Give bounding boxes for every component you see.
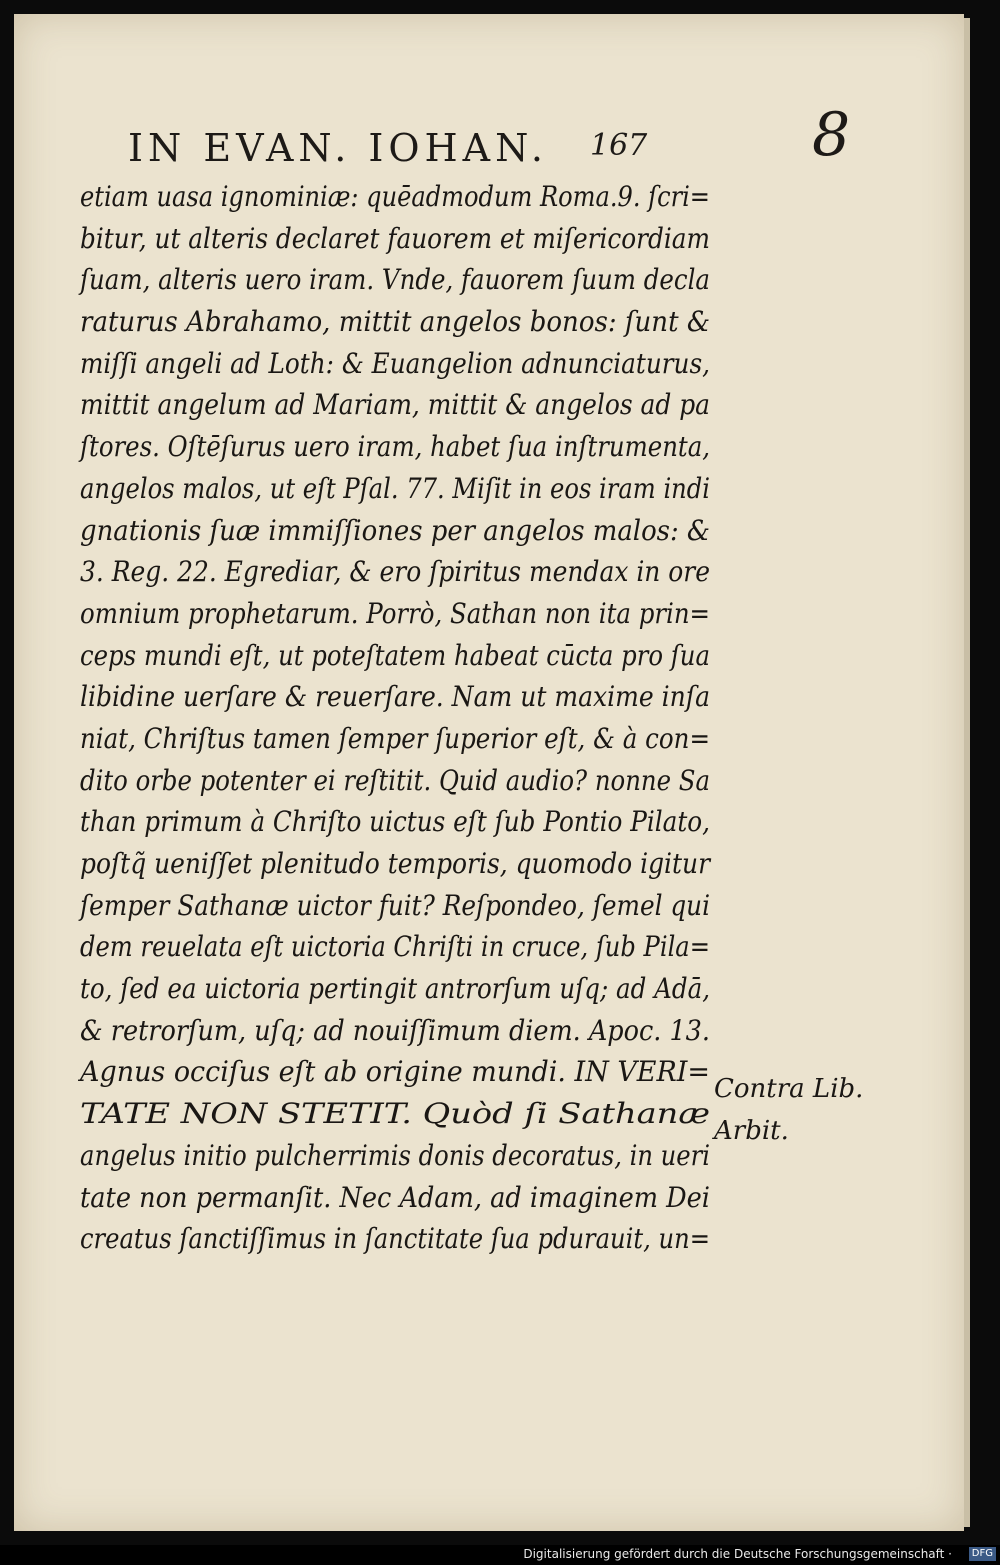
- text-line: [80, 468, 720, 510]
- text-line: [80, 218, 720, 260]
- text-line: [80, 718, 720, 760]
- marginal-note: [714, 1068, 863, 1152]
- text-line-content: ſuam, alteris uero iram. Vnde, fauorem ſuum decla: [80, 263, 710, 297]
- text-line-content: TATE NON STETIT. Quòd ſi Sathanæ: [80, 1097, 710, 1131]
- text-line-content: 3. Reg. 22. Egrediar, & ero ſpiritus mendax in ore: [80, 555, 710, 589]
- text-line-content: dem reuelata eſt uictoria Chriſti in cruce, ſub Pila=: [80, 930, 710, 964]
- page-number: 167: [590, 128, 648, 163]
- text-line: [80, 1177, 720, 1219]
- text-line: [80, 510, 720, 552]
- text-line: [80, 259, 720, 301]
- text-line: [80, 426, 720, 468]
- text-line-content: dito orbe potenter ei reſtitit. Quid audio? nonne Sa: [80, 763, 710, 797]
- text-line: [80, 926, 720, 968]
- text-line: [80, 593, 720, 635]
- text-line: [80, 676, 720, 718]
- text-line-content: ceps mundi eſt, ut poteſtatem habeat cūcta pro ſua: [80, 638, 710, 672]
- text-line: [80, 384, 720, 426]
- running-head: IN EVAN. IOHAN.: [128, 126, 549, 170]
- text-line-content: raturus Abrahamo, mittit angelos bonos: ſunt &: [80, 305, 710, 339]
- text-line-content: bitur, ut alteris declaret fauorem et miſericordiam: [80, 221, 710, 255]
- text-line: [80, 1051, 720, 1093]
- folio-mark: 8: [812, 100, 851, 170]
- body-text: [80, 176, 720, 1260]
- text-line: [80, 1218, 720, 1260]
- text-line-content: libidine uerſare & reuerſare. Nam ut maxime inſa: [80, 680, 710, 714]
- text-line-content: & retrorſum, uſq; ad nouiſſimum diem. Apoc. 13.: [80, 1013, 710, 1047]
- text-line: [80, 885, 720, 927]
- text-line-content: ſtores. Oſtēſurus uero iram, habet ſua inſtrumenta,: [80, 430, 710, 464]
- text-line: [80, 843, 720, 885]
- text-line-content: angelus initio pulcherrimis donis decoratus, in ueri: [80, 1138, 710, 1172]
- dfg-logo: DFG: [969, 1547, 996, 1561]
- text-line-content: tate non permanſit. Nec Adam, ad imaginem Dei: [80, 1180, 710, 1214]
- text-line: [80, 1010, 720, 1052]
- text-line-content: ſemper Sathanæ uictor fuit? Reſpondeo, ſemel qui: [80, 888, 710, 922]
- text-line-content: creatus ſanctiſſimus in ſanctitate ſua pdurauit, un=: [80, 1222, 710, 1256]
- text-line: [80, 968, 720, 1010]
- text-line-content: Agnus occiſus eſt ab origine mundi. IN VERI=: [80, 1055, 710, 1089]
- text-line: [80, 551, 720, 593]
- text-line-content: etiam uasa ignominiæ: quēadmodum Roma.9. ſcri=: [80, 180, 710, 213]
- text-line-content: than primum à Chriſto uictus eſt ſub Pontio Pilato,: [80, 805, 710, 839]
- text-line: [80, 1093, 720, 1135]
- text-line-content: to, ſed ea uictoria pertingit antrorſum uſq; ad Adā,: [80, 972, 710, 1006]
- marginal-note-line: Arbit.: [714, 1116, 789, 1146]
- text-line-content: niat, Chriſtus tamen ſemper ſuperior eſt, & à con=: [80, 721, 710, 755]
- text-line: [80, 176, 720, 218]
- text-line: [80, 801, 720, 843]
- funding-credit: Digitalisierung gefördert durch die Deutsche Forschungsgemeinschaft ·: [523, 1547, 952, 1561]
- text-line-content: angelos malos, ut eſt Pſal. 77. Miſit in eos iram indi: [80, 471, 710, 505]
- text-line-content: mittit angelum ad Mariam, mittit & angelos ad pa: [80, 388, 710, 422]
- text-line: [80, 343, 720, 385]
- page-edge: [964, 18, 970, 1527]
- text-line-content: omnium prophetarum. Porrò, Sathan non ita prin=: [80, 596, 710, 630]
- text-line-content: gnationis ſuæ immiſſiones per angelos malos: &: [80, 513, 710, 547]
- text-line: [80, 301, 720, 343]
- text-line-content: poſtq̃ ueniſſet plenitudo temporis, quomodo igitur: [80, 847, 710, 880]
- text-line-content: miſſi angeli ad Loth: & Euangelion adnunciaturus,: [80, 346, 710, 380]
- text-line: [80, 1135, 720, 1177]
- marginal-note-line: Contra Lib.: [714, 1074, 864, 1104]
- text-line: [80, 635, 720, 677]
- text-line: [80, 760, 720, 802]
